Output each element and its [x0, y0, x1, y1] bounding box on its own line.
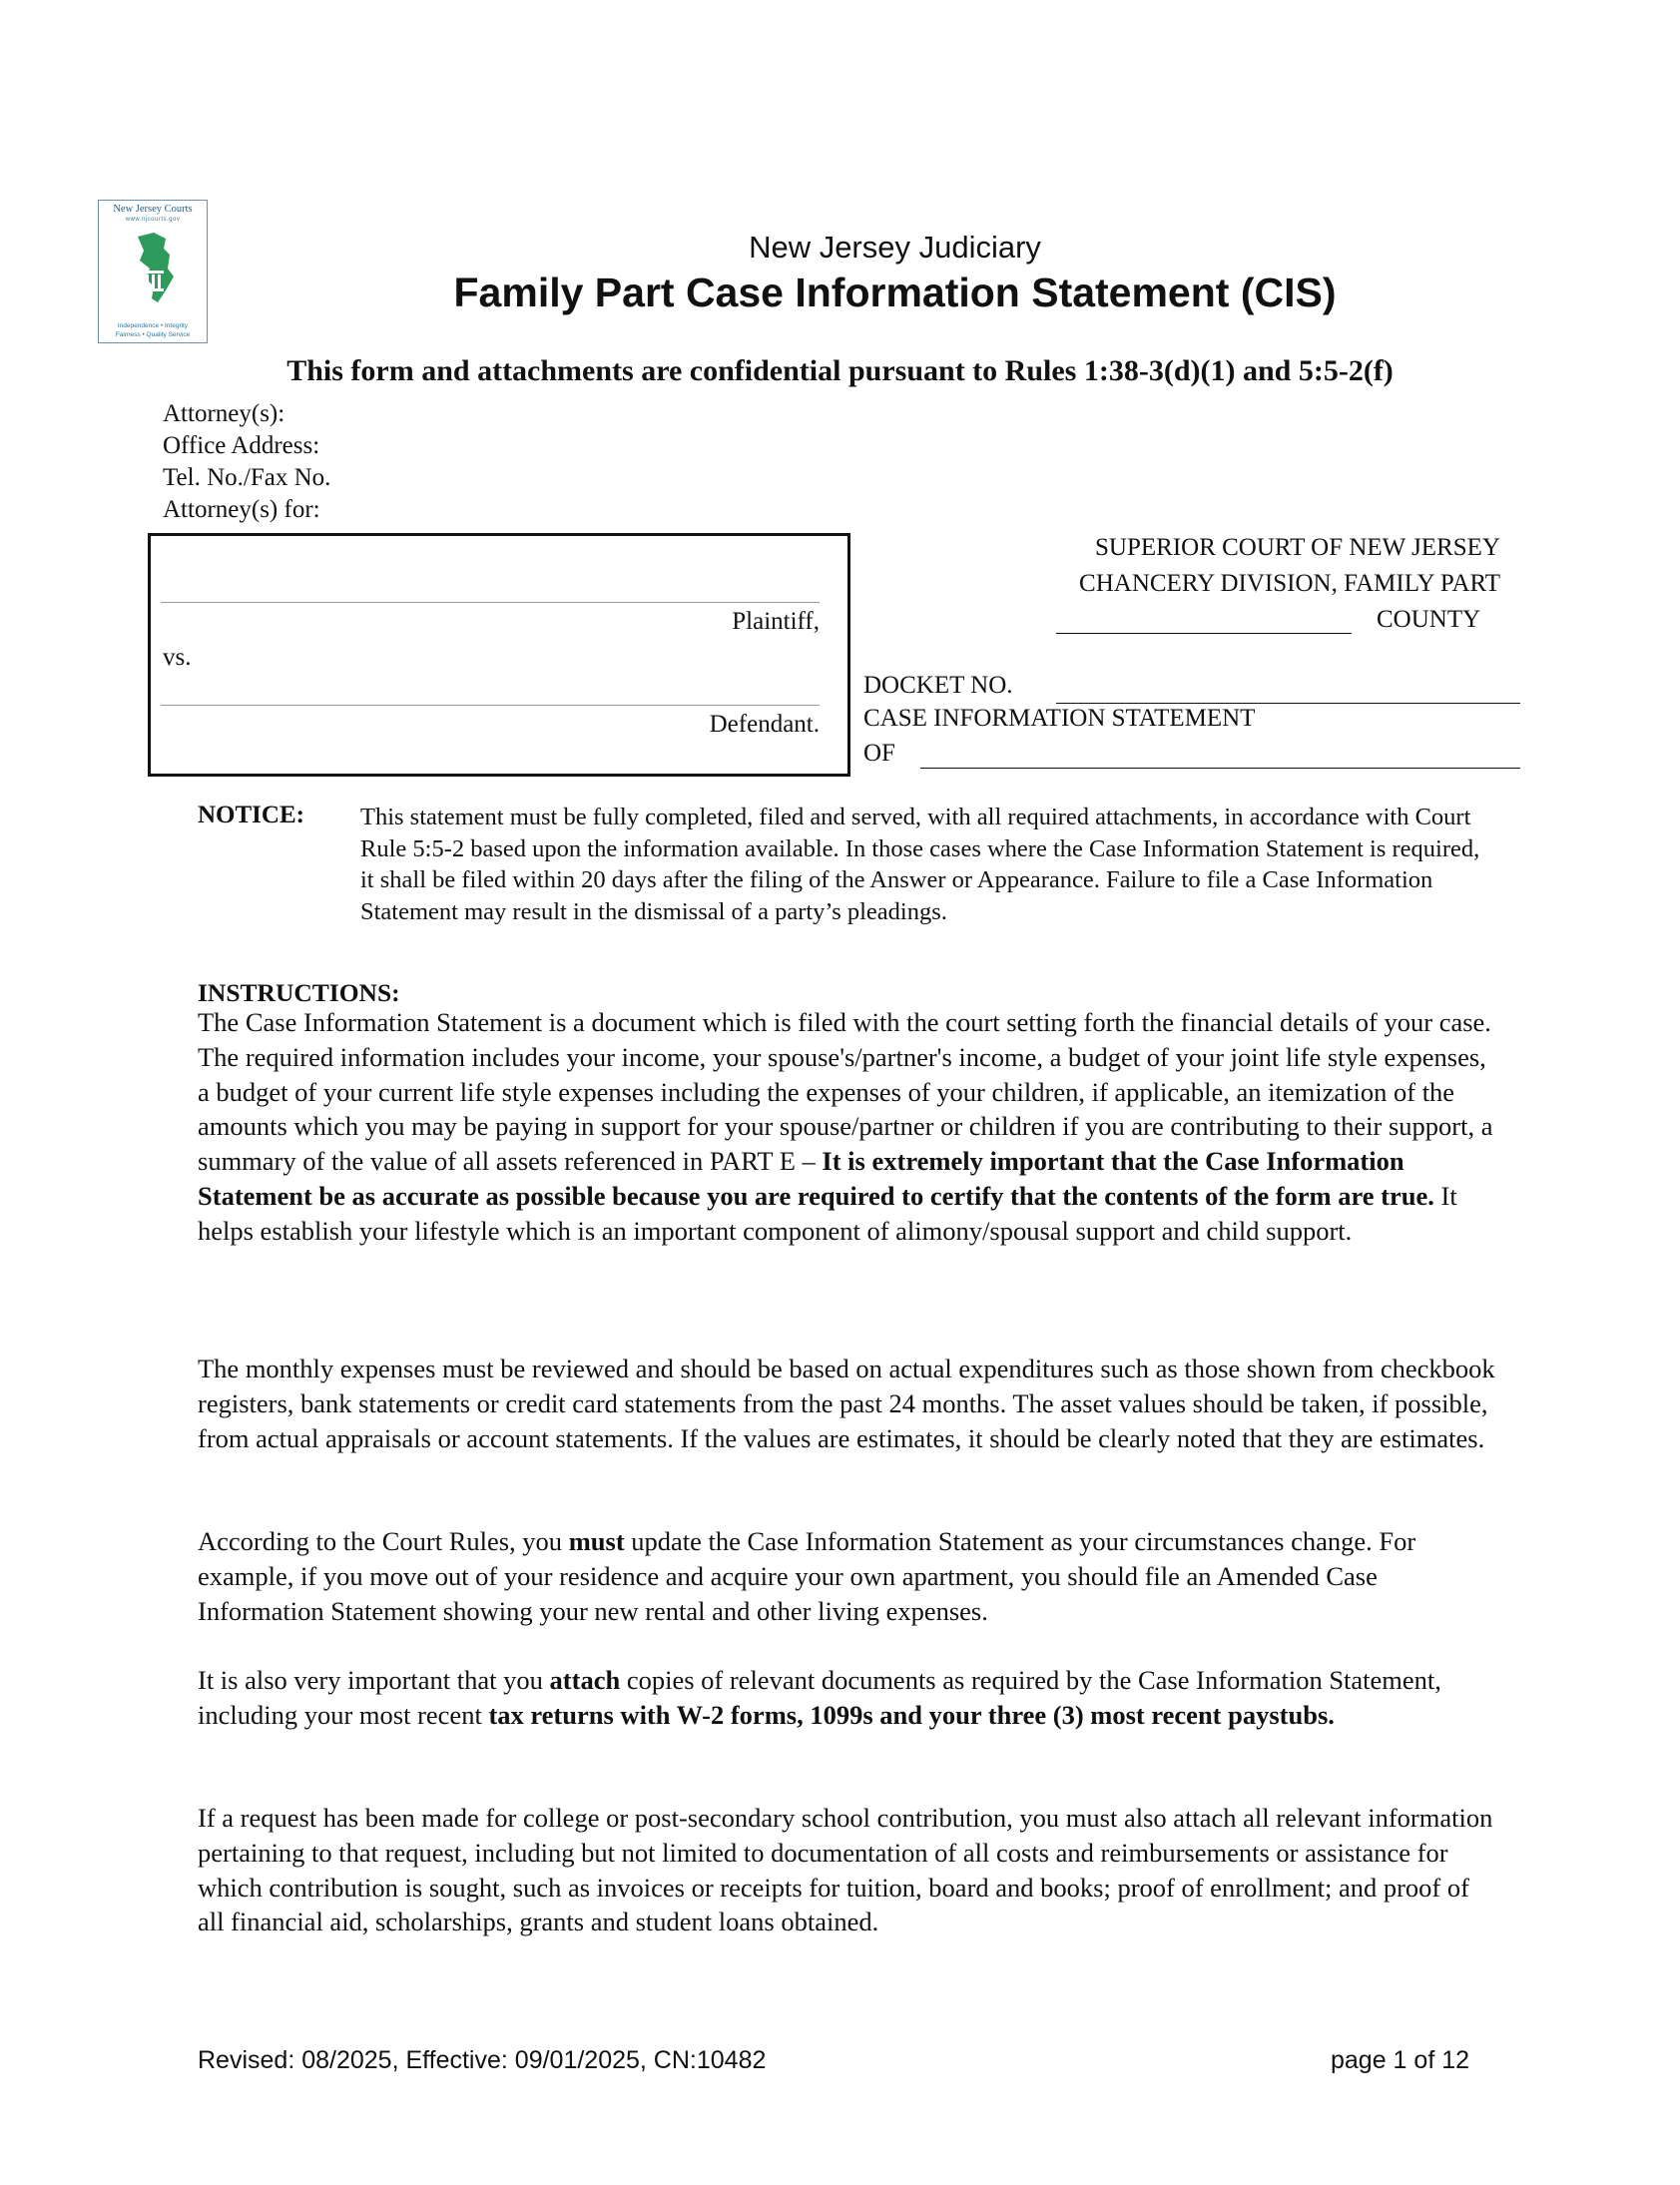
instructions-heading: INSTRUCTIONS: — [198, 978, 400, 1007]
instructions-paragraph-5: If a request has been made for college or post-secondary school contribution, you must also attach all relevant information pertaining to that request, including but not limited to documentation of all costs and reimbursements or assistance for which contribution is sought, such as invoices or receipts for tuition, board and books; proof of enrollment; and proof of all financial aid, scholarships, grants and student loans obtained. — [198, 1803, 1493, 1937]
defendant-name-line[interactable] — [161, 705, 820, 706]
defendant-label: Defendant. — [709, 711, 820, 738]
docket-number-line[interactable] — [1056, 703, 1520, 704]
attorneys-for-label: Attorney(s) for: — [163, 496, 320, 523]
notice-text: This statement must be fully completed, filed and served, with all required attachments, in accordance with Court Rule 5:5-2 based upon the information available. In those cases where the Case Information Statement is required, it shall be filed within 20 days after the filing of the Answer or Appearance. Failure to file a Case Information Statement may result in the dismissal of a party’s pleadings. — [360, 804, 1480, 925]
footer-revision: Revised: 08/2025, Effective: 09/01/2025, CN:10482 — [198, 2046, 767, 2074]
court-name: SUPERIOR COURT OF NEW JERSEY — [1095, 534, 1500, 561]
instructions-paragraph-1 — [198, 1005, 1495, 1249]
cis-label: CASE INFORMATION STATEMENT — [863, 705, 1256, 732]
p1-emphasis: It is extremely important that the Case Information Statement be as accurate as possible because you are required to certify that the contents of the form are true. — [198, 1146, 1434, 1211]
logo-motto-line1: Independence • Integrity — [117, 322, 189, 329]
attorneys-label: Attorney(s): — [163, 400, 285, 427]
logo-title: New Jersey Courts — [113, 204, 193, 215]
p1-text-end: It helps establish your lifestyle which is an important component of alimony/spousal support and child support. — [198, 1180, 1457, 1246]
p4-emphasis-docs: tax returns with W-2 forms, 1099s and your three (3) most recent paystubs. — [488, 1699, 1335, 1730]
vs-label: vs. — [163, 644, 192, 671]
county-line[interactable] — [1056, 633, 1352, 634]
instructions-paragraph-4 — [198, 1663, 1495, 1733]
logo-motto — [99, 321, 207, 339]
logo-motto-line2: Fairness • Quality Service — [115, 331, 191, 338]
instructions-paragraph-2: The monthly expenses must be reviewed and should be based on actual expenditures such as those shown from checkbook registers, bank statements or credit card statements from the past 24 months. The asset values should be taken, if possible, from actual appraisals or account statements. If the values are estimates, it should be clearly noted that they are estimates. — [198, 1354, 1495, 1453]
docket-label: DOCKET NO. — [863, 672, 1013, 699]
footer-page-number: page 1 of 12 — [1331, 2046, 1470, 2074]
court-division: CHANCERY DIVISION, FAMILY PART — [1079, 570, 1500, 597]
of-label: OF — [863, 740, 895, 767]
p3-text-end: update the Case Information Statement as your circumstances change. For example, if you move out of your residence and acquire your own apartment, you should file an Amended Case Information Statement showing your new rental and other living expenses. — [198, 1526, 1416, 1626]
of-party-line[interactable] — [920, 768, 1520, 769]
county-label: COUNTY — [1377, 606, 1481, 633]
plaintiff-name-line[interactable] — [161, 602, 820, 603]
p3-text: According to the Court Rules, you — [198, 1526, 569, 1556]
tel-fax-label: Tel. No./Fax No. — [163, 464, 331, 491]
confidential-notice: This form and attachments are confidential pursuant to Rules 1:38-3(d)(1) and 5:5-2(f) — [286, 354, 1394, 387]
p4-emphasis-attach: attach — [549, 1665, 621, 1695]
p4-text: It is also very important that you — [198, 1665, 550, 1695]
notice-label: NOTICE: — [198, 802, 304, 828]
logo-url: www.njcourts.gov — [125, 217, 181, 223]
header-org: New Jersey Judiciary — [749, 230, 1041, 265]
p3-emphasis: must — [568, 1526, 625, 1556]
instructions-paragraph-3 — [198, 1524, 1495, 1628]
caption-box — [148, 533, 850, 777]
p1-text: The Case Information Statement is a document which is filed with the court setting forth the financial details of your case. The required information includes your income, your spouse's/partner's income, a budget of your joint life style expenses, a budget of your current life style expenses including the expenses of your children, if applicable, an itemization of the amounts which you may be paying in support for your spouse/partner or children if you are contributing to their support, a summary of the value of all assets referenced in PART E – — [198, 1007, 1493, 1177]
p4-text-mid: copies of relevant documents as required by the Case Information Statement, including your most recent — [198, 1665, 1441, 1730]
page-title: Family Part Case Information Statement (CIS) — [453, 270, 1337, 315]
office-address-label: Office Address: — [163, 432, 320, 459]
plaintiff-label: Plaintiff, — [732, 608, 820, 635]
